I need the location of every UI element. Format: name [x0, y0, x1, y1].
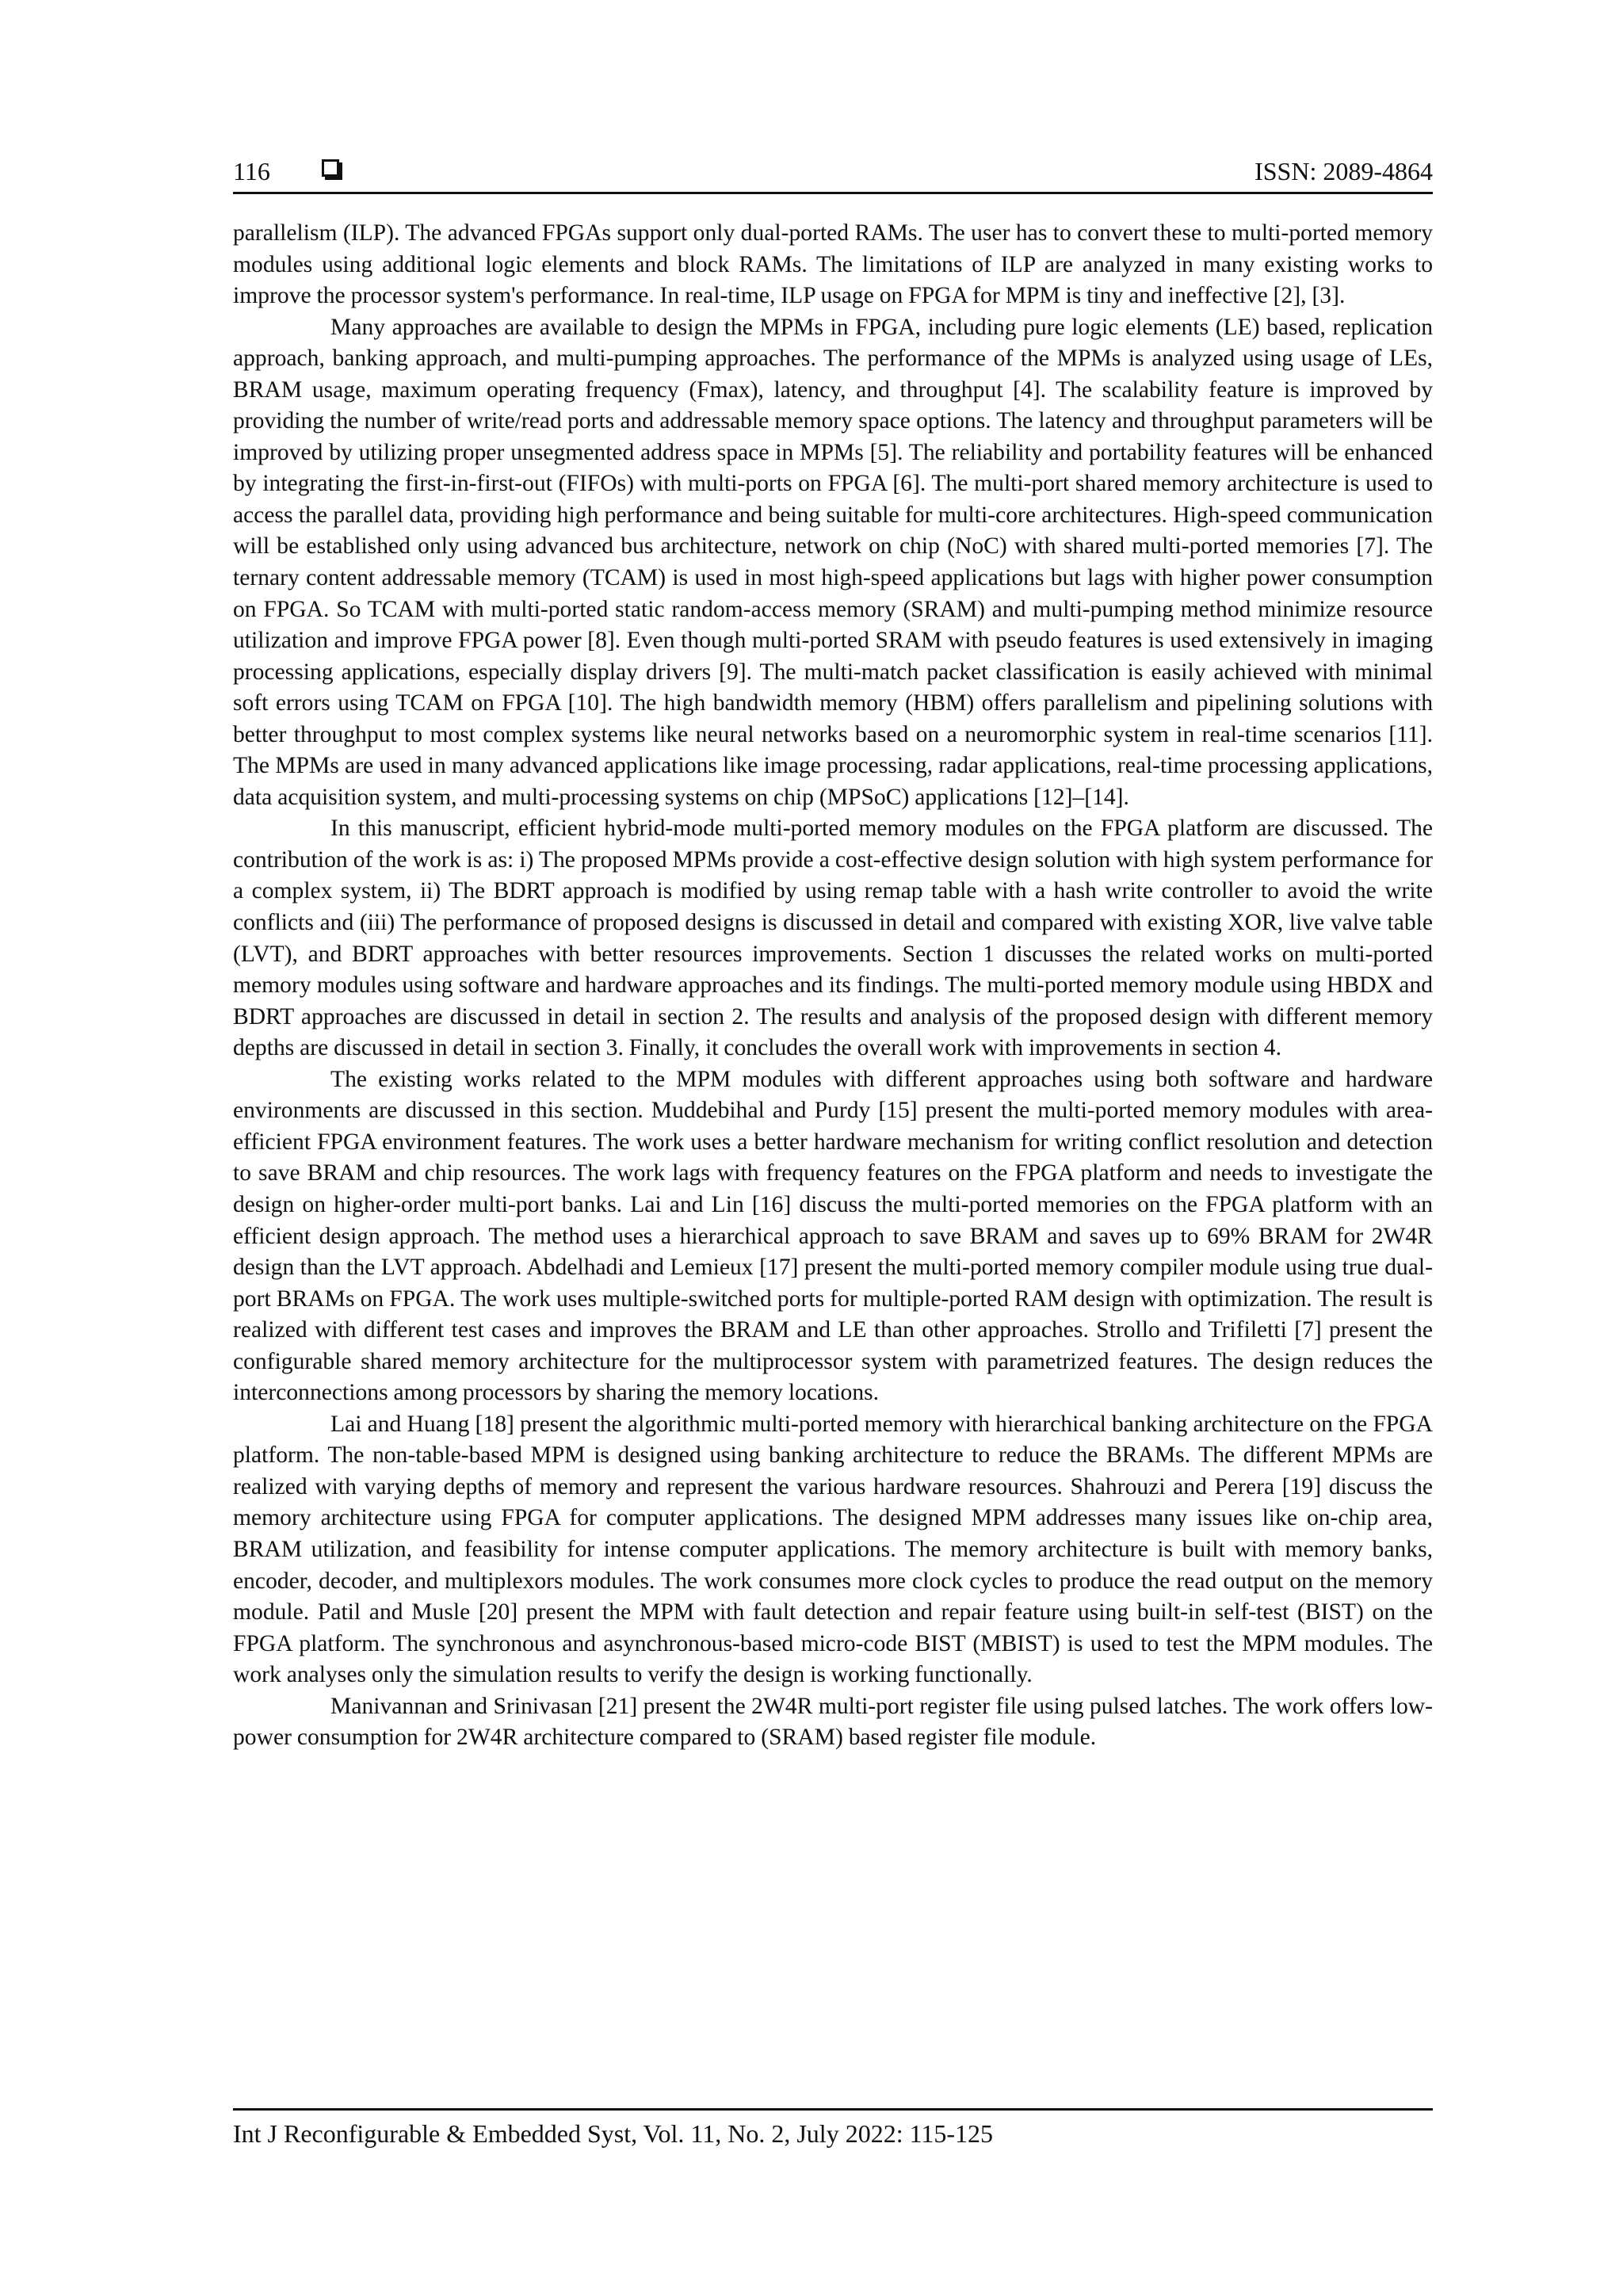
- footer-divider: [233, 2108, 1433, 2111]
- paragraph: In this manuscript, efficient hybrid-mode multi-ported memory modules on the FPGA platform are discussed. The contribution of the work is as: i) The proposed MPMs provide a cost-effective design solution with high system performance for a complex system, ii) The BDRT approach is modified by using remap table with a hash write controller to avoid the write conflicts and (iii) The performance of proposed designs is discussed in detail and compared with existing XOR, live valve table (LVT), and BDRT approaches with better resources improvements. Section 1 discusses the related works on multi-ported memory modules using software and hardware approaches and its findings. The multi-ported memory module using HBDX and BDRT approaches are discussed in detail in section 2. The results and analysis of the proposed design with different memory depths are discussed in detail in section 3. Finally, it concludes the overall work with improvements in section 4.: [233, 816, 1433, 1061]
- box-square-icon: [322, 159, 339, 177]
- paragraph: Manivannan and Srinivasan [21] present the 2W4R multi-port register file using pulsed latches. The work offers low-power consumption for 2W4R architecture compared to (SRAM) based register file module.: [233, 1693, 1433, 1751]
- journal-citation-footer: Int J Reconfigurable & Embedded Syst, Vol. 11, No. 2, July 2022: 115-125: [233, 2119, 994, 2148]
- paragraph: The existing works related to the MPM modules with different approaches using both software and hardware environments are discussed in this section. Muddebihal and Purdy [15] present the multi-ported memory modules with area-efficient FPGA environment features. The work uses a better hardware mechanism for writing conflict resolution and detection to save BRAM and chip resources. The work lags with frequency features on the FPGA platform and needs to investigate the design on higher-order multi-port banks. Lai and Lin [16] discuss the multi-ported memories on the FPGA platform with an efficient design approach. The method uses a hierarchical approach to save BRAM and saves up to 69% BRAM for 2W4R design than the LVT approach. Abdelhadi and Lemieux [17] present the multi-ported memory compiler module using true dual-port BRAMs on FPGA. The work uses multiple-switched ports for multiple-ported RAM design with optimization. The result is realized with different test cases and improves the BRAM and LE than other approaches. Strollo and Trifiletti [7] present the configurable shared memory architecture for the multiprocessor system with parametrized features. The design reduces the interconnections among processors by sharing the memory locations.: [233, 1066, 1433, 1406]
- page-number: 116: [233, 157, 270, 185]
- page-header: [233, 155, 1433, 190]
- issn-label: ISSN: 2089-4864: [1254, 157, 1433, 185]
- header-divider: [233, 192, 1433, 194]
- paragraph-continuation: parallelism (ILP). The advanced FPGAs support only dual-ported RAMs. The user has to convert these to multi-ported memory modules using additional logic elements and block RAMs. The limitations of ILP are analyzed in many existing works to improve the processor system's performance. In real-time, ILP usage on FPGA for MPM is tiny and ineffective [2], [3].: [233, 220, 1433, 309]
- paragraph: Lai and Huang [18] present the algorithmic multi-ported memory with hierarchical banking architecture on the FPGA platform. The non-table-based MPM is designed using banking architecture to reduce the BRAMs. The different MPMs are realized with varying depths of memory and represent the various hardware resources. Shahrouzi and Perera [19] discuss the memory architecture using FPGA for computer applications. The designed MPM addresses many issues like on-chip area, BRAM utilization, and feasibility for intense computer applications. The memory architecture is built with memory banks, encoder, decoder, and multiplexors modules. The work consumes more clock cycles to produce the read output on the memory module. Patil and Musle [20] present the MPM with fault detection and repair feature using built-in self-test (BIST) on the FPGA platform. The synchronous and asynchronous-based micro-code BIST (MBIST) is used to test the MPM modules. The work analyses only the simulation results to verify the design is working functionally.: [233, 1411, 1433, 1688]
- body-text: [233, 218, 1433, 1754]
- paragraph: Many approaches are available to design the MPMs in FPGA, including pure logic elements (LE) based, replication approach, banking approach, and multi-pumping approaches. The performance of the MPMs is analyzed using usage of LEs, BRAM usage, maximum operating frequency (Fmax), latency, and throughput [4]. The scalability feature is improved by providing the number of write/read ports and addressable memory space options. The latency and throughput parameters will be improved by utilizing proper unsegmented address space in MPMs [5]. The reliability and portability features will be enhanced by integrating the first-in-first-out (FIFOs) with multi-ports on FPGA [6]. The multi-port shared memory architecture is used to access the parallel data, providing high performance and being suitable for multi-core architectures. High-speed communication will be established only using advanced bus architecture, network on chip (NoC) with shared multi-ported memories [7]. The ternary content addressable memory (TCAM) is used in most high-speed applications but lags with higher power consumption on FPGA. So TCAM with multi-ported static random-access memory (SRAM) and multi-pumping method minimize resource utilization and improve FPGA power [8]. Even though multi-ported SRAM with pseudo features is used extensively in imaging processing applications, especially display drivers [9]. The multi-match packet classification is easily achieved with minimal soft errors using TCAM on FPGA [10]. The high bandwidth memory (HBM) offers parallelism and pipelining solutions with better throughput to most complex systems like neural networks based on a neuromorphic system in real-time scenarios [11]. The MPMs are used in many advanced applications like image processing, radar applications, real-time processing applications, data acquisition system, and multi-processing systems on chip (MPSoC) applications [12]–[14].: [233, 314, 1433, 810]
